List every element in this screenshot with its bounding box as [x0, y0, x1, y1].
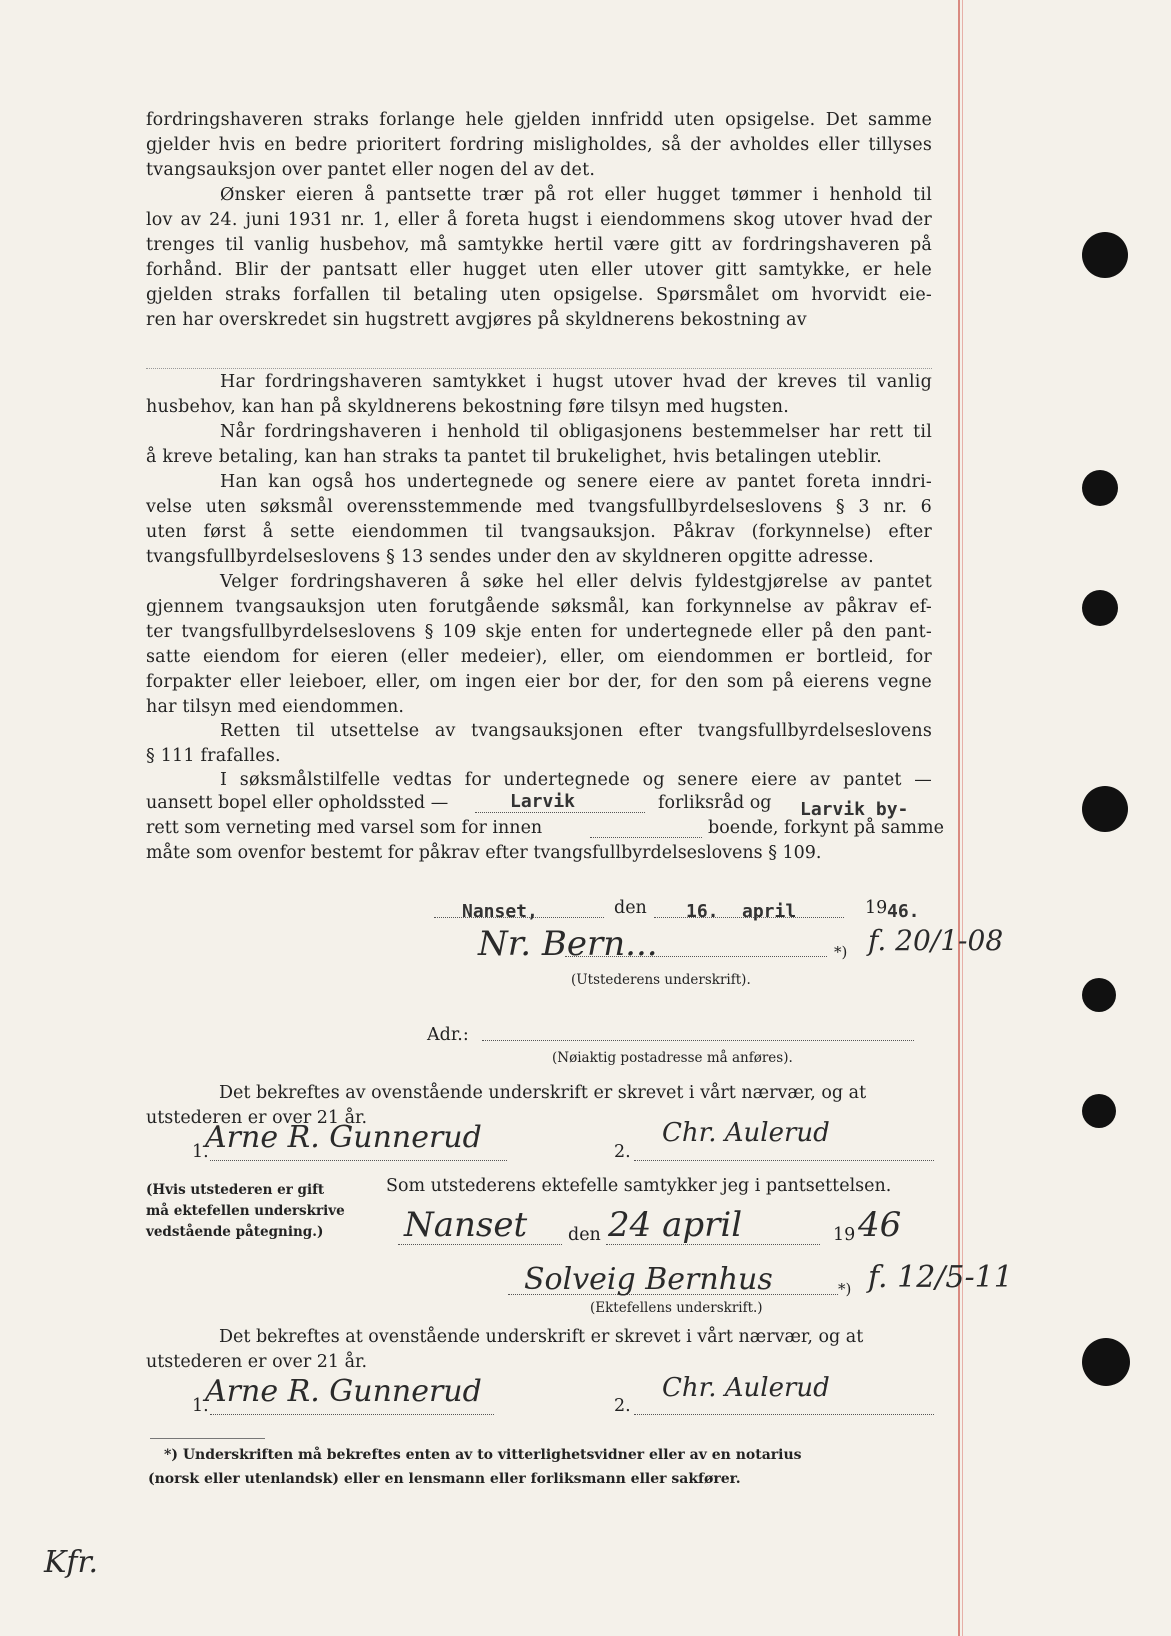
text-line: trenges til vanlig husbehov, må samtykke hertil være gitt av fordringshaveren på	[146, 235, 932, 255]
witness-text-2: Det bekreftes at ovenstående underskrift er skrevet i vårt nærvær, og at	[219, 1327, 864, 1347]
venue-line-4: måte som ovenfor bestemt for påkrav efter tvangsfullbyrdelseslovens § 109.	[146, 843, 822, 863]
corner-mark: Kfr.	[44, 1545, 99, 1580]
witness-1b-blank	[210, 1414, 494, 1415]
paragraph-venue	[146, 768, 932, 793]
witness-2b-signature: Chr. Aulerud	[662, 1373, 830, 1403]
adr-label: Adr.:	[427, 1025, 469, 1045]
binder-hole-5	[1082, 978, 1116, 1012]
forliksrad-blank	[475, 812, 645, 813]
text-line: ren har overskredet sin hugstrett avgjøres på skyldnerens bekostning av	[146, 310, 807, 330]
text-line: forpakter eller leieboer, eller, om ingen eier bor der, for den som på eierens vegne	[146, 672, 932, 692]
text-line: Retten til utsettelse av tvangsauksjonen efter tvangsfullbyrdelseslovens	[220, 721, 932, 741]
date-month: april	[742, 901, 797, 922]
witness-1-signature: Arne R. Gunnerud	[205, 1120, 482, 1155]
spouse-sig-label: (Ektefellens underskrift.)	[590, 1300, 763, 1316]
spouse-year-prefix: 19	[833, 1225, 856, 1245]
text-line: Har fordringshaveren samtykket i hugst utover hvad der kreves til vanlig	[220, 372, 932, 392]
issuer-sig-label: (Utstederens underskrift).	[571, 972, 751, 988]
spouse-signature: Solveig Bernhus	[524, 1262, 773, 1297]
binder-hole-1	[1082, 232, 1128, 278]
witness-2b-num: 2.	[614, 1396, 631, 1416]
spouse-place: Nanset	[404, 1205, 528, 1245]
forliksrad-place: Larvik	[510, 791, 576, 812]
text-line: gjelder hvis en bedre prioritert fordring misligholdes, så der avholdes eller tillyses	[146, 135, 932, 155]
footnote-line-1: *) Underskriften må bekreftes enten av to vitterlighetsvidner eller av en notarius	[164, 1447, 802, 1463]
witness-2b-blank	[634, 1414, 934, 1415]
spouse-star: *)	[838, 1280, 852, 1298]
witness-text-1b: utstederen er over 21 år.	[146, 1108, 368, 1128]
spouse-note-2: må ektefellen underskrive	[146, 1203, 345, 1219]
text-line: forhånd. Blir der pantsatt eller hugget uten eller utover gitt samtykke, er hele	[146, 260, 932, 280]
adr-note: (Nøiaktig postadresse må anføres).	[552, 1050, 793, 1066]
text-line: § 111 frafalles.	[146, 746, 281, 766]
venue-line-3b: boende, forkynt på samme	[708, 818, 944, 838]
year-suffix: 46.	[887, 901, 920, 922]
dotted-separator	[146, 368, 932, 369]
issuer-birthdate: f. 20/1-08	[868, 924, 1004, 957]
binder-hole-7	[1082, 1338, 1130, 1386]
byrett-place: Larvik by-	[800, 799, 909, 820]
binder-hole-6	[1082, 1094, 1116, 1128]
text-line: har tilsyn med eiendommen.	[146, 697, 405, 717]
footnote-rule	[150, 1438, 265, 1439]
margin-rule-secondary	[962, 0, 963, 1636]
witness-1-blank	[210, 1160, 507, 1161]
binder-hole-3	[1082, 590, 1118, 626]
date-day: 16.	[686, 901, 719, 922]
den-label: den	[614, 898, 647, 918]
text-line: tvangsauksjon over pantet eller nogen del av det.	[146, 160, 596, 180]
spouse-note-3: vedstående påtegning.)	[146, 1224, 324, 1240]
margin-rule	[958, 0, 960, 1636]
text-line: Ønsker eieren å pantsette trær på rot eller hugget tømmer i henhold til	[220, 185, 932, 205]
text-line: uten først å sette eiendommen til tvangsauksjon. Påkrav (forkynnelse) efter	[146, 522, 932, 542]
text-line: husbehov, kan han på skyldnerens bekostning føre tilsyn med hugsten.	[146, 397, 789, 417]
text-line: tvangsfullbyrdelseslovens § 13 sendes under den av skyldneren opgitte adresse.	[146, 547, 874, 567]
paragraph-payment	[146, 420, 932, 470]
text-line: satte eiendom for eieren (eller medeier), eller, om eiendommen er bortleid, for	[146, 647, 932, 667]
text-line: Velger fordringshaveren å søke hel eller delvis fyldestgjørelse av pantet	[220, 572, 932, 592]
text-line: fordringshaveren straks forlange hele gjelden innfridd uten opsigelse. Det samme	[146, 110, 932, 130]
text-line: lov av 24. juni 1931 nr. 1, eller å foreta hugst i eiendommens skog utover hvad der	[146, 210, 932, 230]
paragraph-postponement	[146, 719, 932, 769]
binder-hole-2	[1082, 470, 1118, 506]
witness-text-2b: utstederen er over 21 år.	[146, 1352, 368, 1372]
witness-text-1: Det bekreftes av ovenstående underskrift er skrevet i vårt nærvær, og at	[219, 1083, 867, 1103]
spouse-note-1: (Hvis utstederen er gift	[146, 1182, 325, 1198]
text-line: å kreve betaling, kan han straks ta pantet til brukelighet, hvis betalingen uteblir.	[146, 447, 883, 467]
spouse-year: 46	[858, 1205, 902, 1245]
paragraph-supervision	[146, 370, 932, 420]
witness-1b-num: 1.	[192, 1396, 209, 1416]
text-line: gjennem tvangsauksjon uten forutgående søksmål, kan forkynnelse av påkrav ef-	[146, 597, 932, 617]
year-prefix: 19	[865, 898, 888, 918]
spouse-birthdate: f. 12/5-11	[868, 1260, 1013, 1295]
spouse-consent: Som utstederens ektefelle samtykker jeg i pantsettelsen.	[386, 1176, 892, 1196]
adr-blank	[482, 1040, 914, 1041]
paragraph-collection	[146, 470, 932, 570]
venue-line-3a: rett som verneting med varsel som for innen	[146, 818, 543, 838]
footnote-line-2: (norsk eller utenlandsk) eller en lensmann eller forliksmann eller sakfører.	[148, 1471, 741, 1487]
paragraph-default-clause	[146, 108, 932, 183]
innen-blank	[590, 837, 702, 838]
spouse-den: den	[568, 1225, 601, 1245]
witness-1b-signature: Arne R. Gunnerud	[205, 1374, 482, 1409]
text-line: gjelden straks forfallen til betaling uten opsigelse. Spørsmålet om hvorvidt eie-	[146, 285, 932, 305]
text-line: velse uten søksmål overensstemmende med tvangsfullbyrdelseslovens § 3 nr. 6	[146, 497, 932, 517]
text-line: Når fordringshaveren i henhold til obligasjonens bestemmelser har rett til	[220, 422, 932, 442]
witness-1-num: 1.	[192, 1142, 209, 1162]
spouse-day-month: 24 april	[608, 1205, 743, 1245]
witness-2-num: 2.	[614, 1142, 631, 1162]
binder-hole-4	[1082, 786, 1128, 832]
issuer-signature: Nr. Bern...	[478, 924, 658, 964]
star-mark: *)	[834, 943, 848, 961]
text-line: Han kan også hos undertegnede og senere eiere av pantet foreta inndri-	[220, 472, 932, 492]
text-line: I søksmålstilfelle vedtas for undertegnede og senere eiere av pantet —	[220, 770, 932, 790]
paragraph-auction	[146, 570, 932, 720]
venue-line-2b: forliksråd og	[658, 793, 772, 813]
venue-line-2a: uansett bopel eller opholdssted —	[146, 793, 449, 813]
paragraph-timber-clause	[146, 183, 932, 333]
text-line: ter tvangsfullbyrdelseslovens § 109 skje enten for undertegnede eller på den pant-	[146, 622, 932, 642]
witness-2-blank	[634, 1160, 934, 1161]
place-typed: Nanset,	[462, 901, 538, 922]
witness-2-signature: Chr. Aulerud	[662, 1118, 830, 1148]
